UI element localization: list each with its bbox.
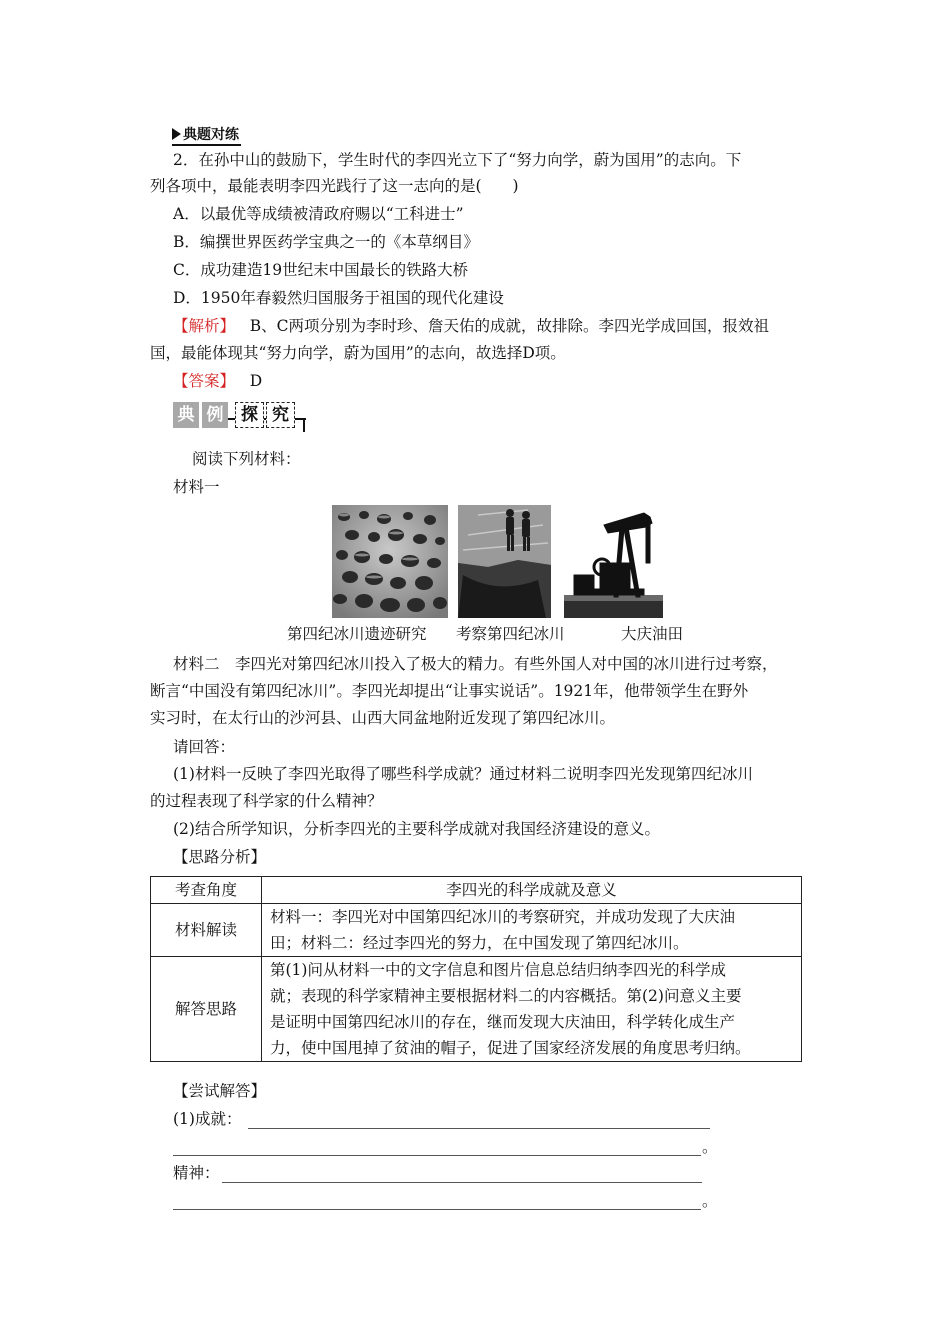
banner-rule-end <box>303 418 305 432</box>
daqing-oilfield-photo <box>564 505 663 618</box>
q1-line-1: (1)材料一反映了李四光取得了哪些科学成就？通过材料二说明李四光发现第四纪冰川 <box>173 765 753 783</box>
spirit-blank-2[interactable] <box>173 1208 701 1210</box>
option-b: B．编撰世界医药学宝典之一的《本草纲目》 <box>173 233 479 251</box>
glacier-survey-photo <box>458 505 551 618</box>
achievement-blank-2[interactable] <box>173 1154 701 1156</box>
thinking-label: 【思路分析】 <box>173 848 267 866</box>
table-row-label: 材料解读 <box>151 904 262 957</box>
table-row-content: 第(1)问从材料一中的文字信息和图片信息总结归纳李四光的科学成 就；表现的科学家精神主要根据材料二的内容概括。第(2)问意义主要 是证明中国第四纪冰川的存在，继而发现大庆油田，科学转化成生产 力，使中国甩掉了贫油的帽子，促进了国家经济发展的角度思考归纳。 <box>262 957 802 1062</box>
reading-intro: 阅读下列材料： <box>192 450 301 468</box>
spirit-label: 精神： <box>173 1164 220 1182</box>
question-prompt: 请回答： <box>173 738 236 756</box>
caption-daqing: 大庆油田 <box>621 625 684 643</box>
question-line-2: 列各项中，最能表明李四光践行了这一志向的是( ) <box>150 177 519 195</box>
answer-value: D <box>249 372 263 390</box>
spirit-end-mark: 。 <box>702 1192 718 1210</box>
banner-char-3: 探 <box>235 402 264 428</box>
caption-glacier-relics: 第四纪冰川遗迹研究 <box>287 625 427 643</box>
glacier-relic-photo <box>332 505 448 618</box>
analysis-line-2: 国，最能体现其“努力向学，蔚为国用”的志向，故选择D项。 <box>150 344 566 362</box>
material-2-line-1: 材料二 李四光对第四纪冰川投入了极大的精力。有些外国人对中国的冰川进行过考察， <box>173 655 778 673</box>
option-a: A．以最优等成绩被清政府赐以“工科进士” <box>173 205 464 223</box>
option-c: C．成功建造19世纪末中国最长的铁路大桥 <box>173 261 469 279</box>
answer-label: 【答案】 <box>173 372 236 390</box>
material-1-label: 材料一 <box>173 478 220 496</box>
banner-char-1: 典 <box>173 402 199 428</box>
spirit-blank-1[interactable] <box>222 1181 702 1183</box>
table-row-content: 材料一：李四光对中国第四纪冰川的考察研究，并成功发现了大庆油 田；材料二：经过李四光的努力，在中国发现了第四纪冰川。 <box>262 904 802 957</box>
caption-glacier-survey: 考察第四纪冰川 <box>456 625 565 643</box>
achievement-end-mark: 。 <box>702 1138 718 1156</box>
achievement-label: (1)成就： <box>173 1110 242 1128</box>
analysis-text-1: B、C两项分别为李时珍、詹天佑的成就，故排除。李四光学成回国，报效祖 <box>249 317 770 335</box>
triangle-icon <box>172 128 181 140</box>
try-answer-label: 【尝试解答】 <box>173 1082 267 1100</box>
table-header-row <box>151 877 802 904</box>
table-header-content: 李四光的科学成就及意义 <box>262 877 802 904</box>
achievement-blank-1[interactable] <box>248 1127 710 1129</box>
material-2-line-3: 实习时，在太行山的沙河县、山西大同盆地附近发现了第四纪冰川。 <box>150 709 616 727</box>
question-line-1: 2．在孙中山的鼓励下，学生时代的李四光立下了“努力向学，蔚为国用”的志向。下 <box>173 151 742 169</box>
table-row-label: 解答思路 <box>151 957 262 1062</box>
practice-section-tag: 典题对练 <box>172 126 241 146</box>
q1-line-2: 的过程表现了科学家的什么精神？ <box>150 792 383 810</box>
table-header-angle: 考查角度 <box>151 877 262 904</box>
banner-char-4: 究 <box>266 402 295 428</box>
table-row <box>151 904 802 957</box>
answer-line <box>173 370 262 392</box>
banner-char-2: 例 <box>202 402 228 428</box>
table-row <box>151 957 802 1062</box>
analysis-line-1 <box>173 315 769 337</box>
analysis-table <box>150 876 802 1062</box>
analysis-label: 【解析】 <box>173 317 236 335</box>
material-2-line-2: 断言“中国没有第四纪冰川”。李四光却提出“让事实说话”。1921年，他带领学生在野外 <box>150 682 749 700</box>
option-d: D．1950年春毅然归国服务于祖国的现代化建设 <box>173 289 504 307</box>
example-banner <box>173 402 307 432</box>
q2-line: (2)结合所学知识，分析李四光的主要科学成就对我国经济建设的意义。 <box>173 820 660 838</box>
